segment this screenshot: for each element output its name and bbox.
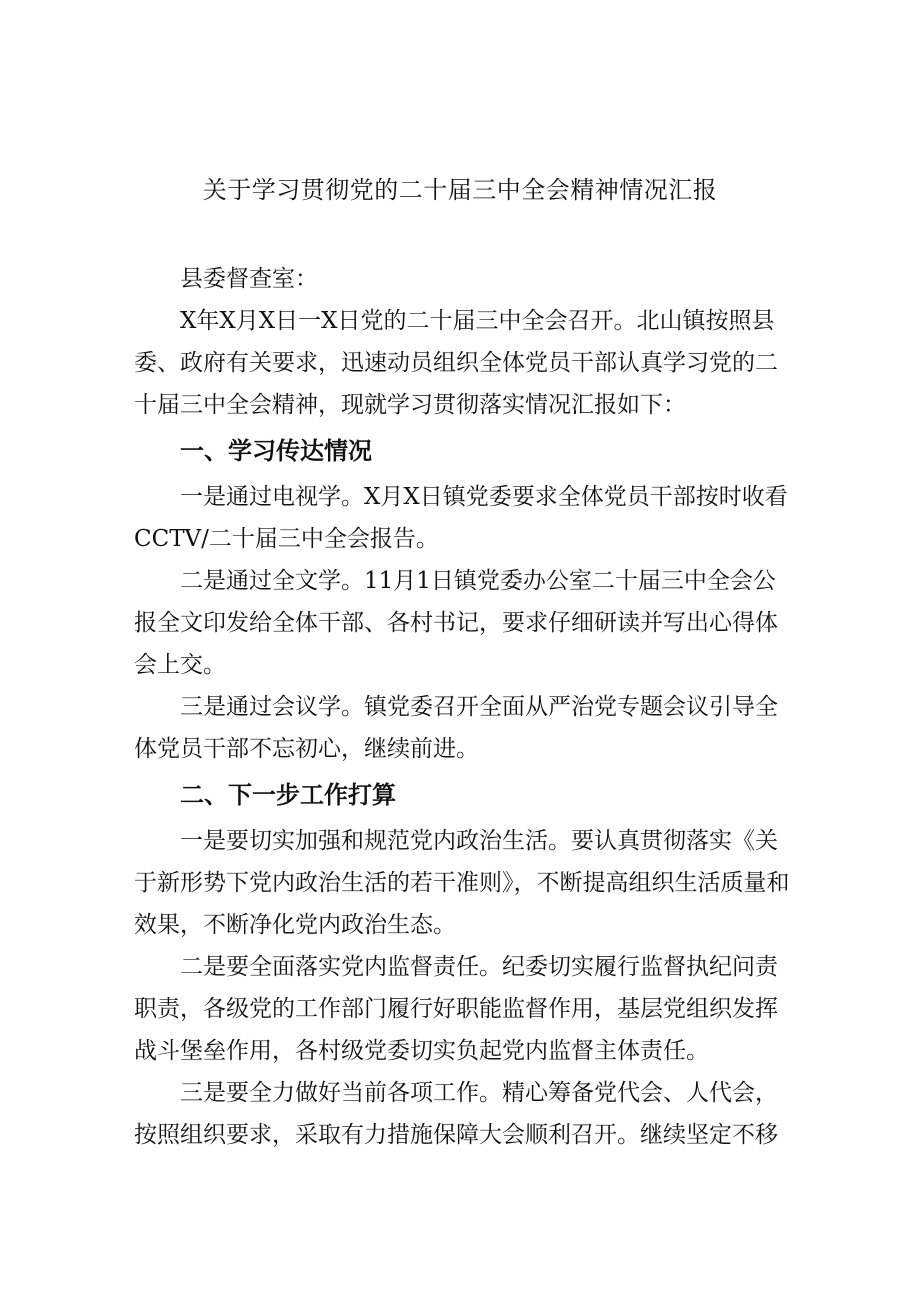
intro-paragraph: X年X月X日一X日党的二十届三中全会召开。北山镇按照县委、政府有关要求，迅速动员组织全体党员干部认真学习党的二十届三中全会精神，现就学习贯彻落实情况汇报如下： [134, 308, 778, 418]
document-body [134, 258, 794, 1156]
section-heading-1: 一、学习传达情况 [180, 437, 372, 465]
section-heading-2: 二、下一步工作打算 [180, 781, 396, 809]
section2-item-2: 二是要全面落实党内监督责任。纪委切实履行监督执纪问责职责，各级党的工作部门履行好职能监督作用，基层党组织发挥战斗堡垒作用，各村级党委切实负起党内监督主体责任。 [134, 954, 778, 1064]
section1-item-2: 二是通过全文学。11月1日镇党委办公室二十届三中全会公报全文印发给全体干部、各村书记，要求仔细研读并写出心得体会上交。 [134, 568, 778, 678]
section1-item-3: 三是通过会议学。镇党委召开全面从严治党专题会议引导全体党员干部不忘初心，继续前进。 [134, 694, 778, 762]
salutation: 县委督查室： [180, 266, 318, 292]
section2-item-3: 三是要全力做好当前各项工作。精心筹备党代会、人代会，按照组织要求，采取有力措施保障大会顺利召开。继续坚定不移 [134, 1080, 778, 1148]
section1-item-1: 一是通过电视学。X月X日镇党委要求全体党员干部按时收看CCTV/二十届三中全会报告。 [134, 484, 788, 552]
section2-item-1: 一是要切实加强和规范党内政治生活。要认真贯彻落实《关于新形势下党内政治生活的若干准则》，不断提高组织生活质量和效果，不断净化党内政治生态。 [134, 828, 790, 938]
document-title: 关于学习贯彻党的二十届三中全会精神情况汇报 [202, 176, 718, 204]
